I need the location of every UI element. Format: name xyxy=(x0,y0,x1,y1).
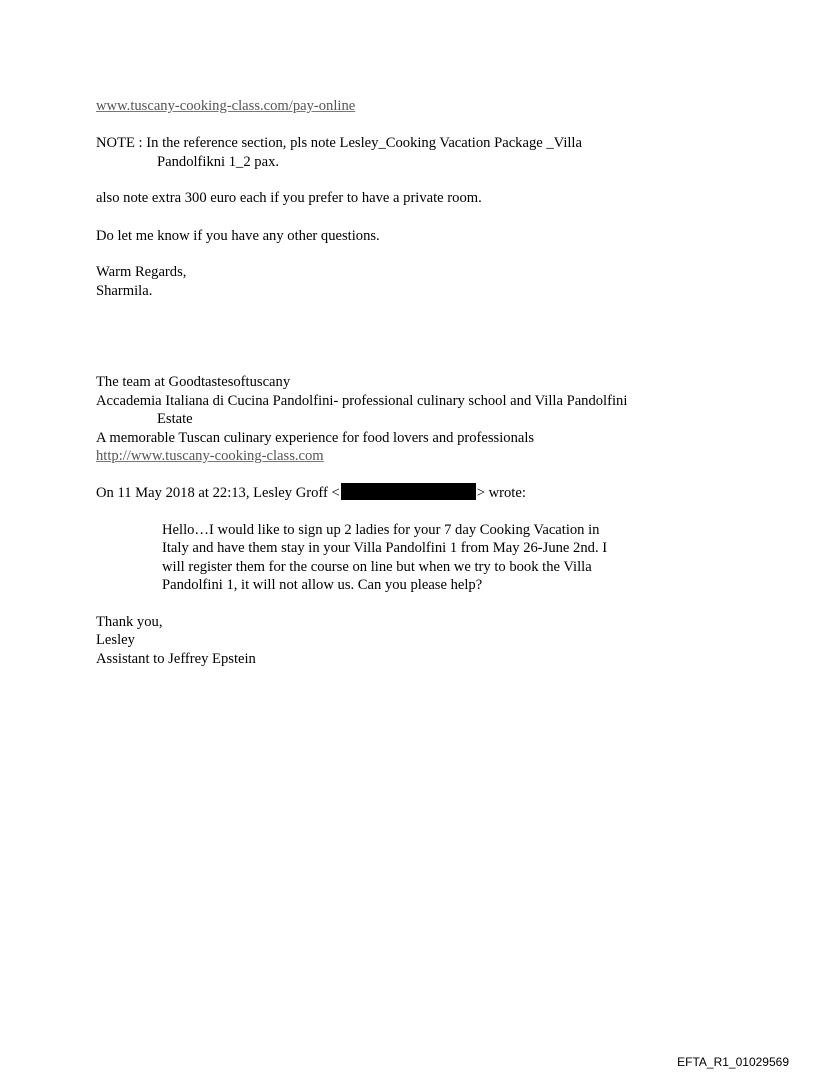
quoted-name: Lesley xyxy=(96,632,135,648)
quoted-thanks: Thank you, xyxy=(96,614,163,630)
quoted-header-prefix: On 11 May 2018 at 22:13, Lesley Groff < xyxy=(96,485,340,501)
signature-academy-line-2: Estate xyxy=(157,411,193,427)
extra-room-note: also note extra 300 euro each if you prefer to have a private room. xyxy=(96,190,482,206)
questions-line: Do let me know if you have any other questions. xyxy=(96,228,380,244)
signature-academy-line-1: Accademia Italiana di Cucina Pandolfini- professional culinary school and Villa Pandolfini xyxy=(96,393,628,409)
document-id: EFTA_R1_01029569 xyxy=(677,1055,789,1069)
quoted-message-line-2: Italy and have them stay in your Villa Pandolfini 1 from May 26-June 2nd. I xyxy=(162,540,608,556)
quoted-title: Assistant to Jeffrey Epstein xyxy=(96,651,256,667)
closing-line: Warm Regards, xyxy=(96,264,187,280)
signature-tagline: A memorable Tuscan culinary experience for food lovers and professionals xyxy=(96,430,535,446)
payment-link[interactable]: www.tuscany-cooking-class.com/pay-online xyxy=(96,98,356,114)
quoted-message-line-4: Pandolfini 1, it will not allow us. Can you please help? xyxy=(162,577,483,593)
redaction-box xyxy=(341,483,476,500)
note-line-1: NOTE : In the reference section, pls note Lesley_Cooking Vacation Package _Villa xyxy=(96,135,582,151)
signature-team: The team at Goodtastesoftuscany xyxy=(96,374,291,390)
quoted-message-line-1: Hello…I would like to sign up 2 ladies for your 7 day Cooking Vacation in xyxy=(162,522,600,538)
note-line-2: Pandolfikni 1_2 pax. xyxy=(157,154,280,170)
quoted-header-suffix: > wrote: xyxy=(476,485,526,501)
quoted-message-line-3: will register them for the course on line but when we try to book the Villa xyxy=(162,559,592,575)
signature-website-link[interactable]: http://www.tuscany-cooking-class.com xyxy=(96,448,324,464)
sender-name: Sharmila. xyxy=(96,283,153,299)
quoted-header xyxy=(96,483,526,502)
